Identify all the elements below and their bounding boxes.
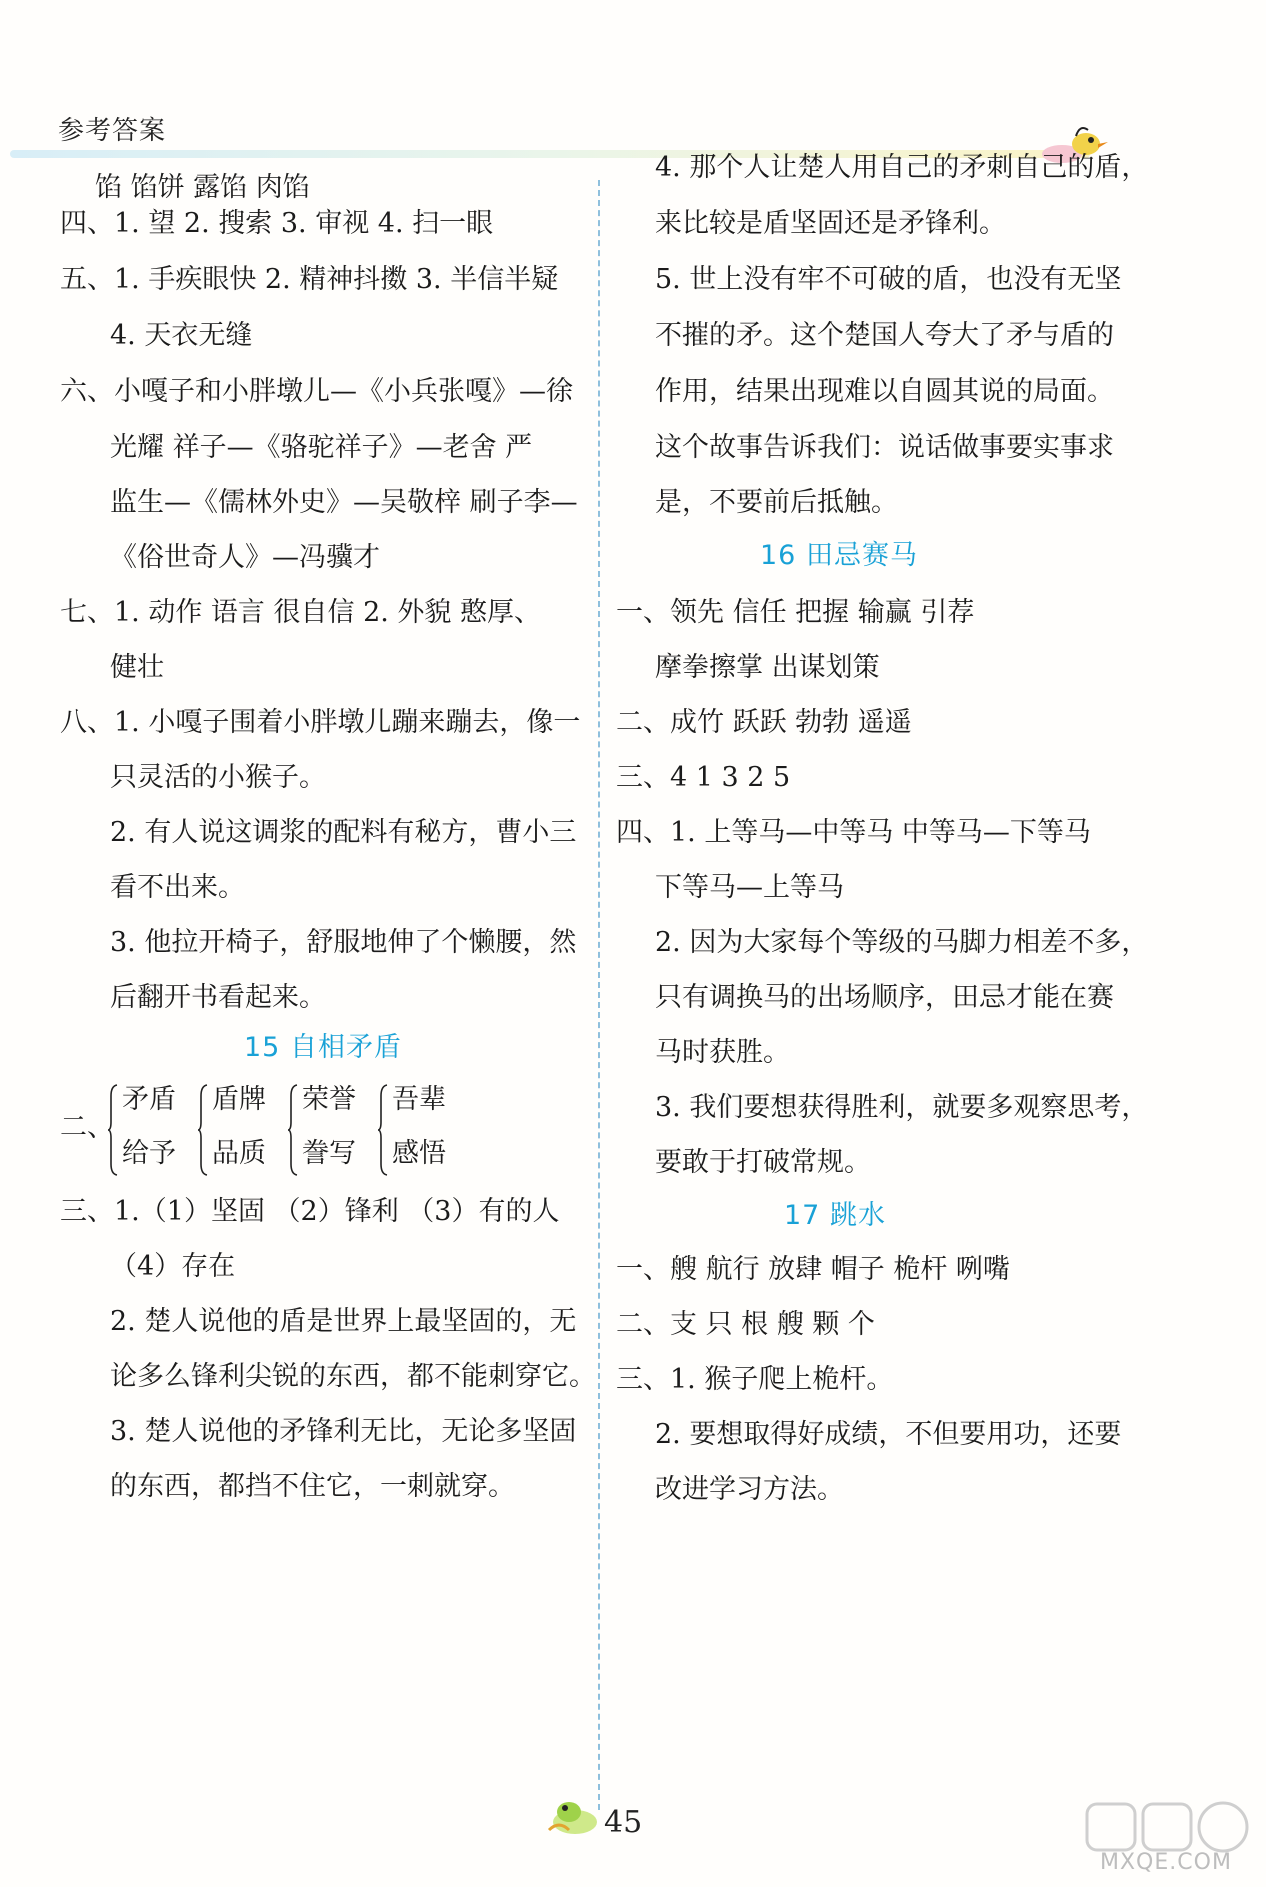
answer-line: 健壮 xyxy=(110,652,164,683)
page-number: 45 xyxy=(604,1805,643,1840)
answer-line: 八、1. 小嘎子围着小胖墩儿蹦来蹦去，像一 xyxy=(60,707,581,738)
answer-line: 3. 楚人说他的矛锋利无比，无论多坚固 xyxy=(110,1416,577,1447)
pair-word: 誊写 xyxy=(302,1138,356,1169)
column-divider xyxy=(598,180,600,1810)
watermark-text: MXQE.COM xyxy=(1100,1850,1232,1875)
pair-word: 品质 xyxy=(212,1138,266,1169)
section-heading-15: 15 自相矛盾 xyxy=(244,1032,402,1063)
answer-line: 三、1. 猴子爬上桅杆。 xyxy=(616,1364,894,1395)
pair-word: 盾牌 xyxy=(212,1084,266,1115)
answer-line: 3. 他拉开椅子，舒服地伸了个懒腰，然 xyxy=(110,927,577,958)
answer-line: （4）存在 xyxy=(110,1251,236,1282)
answer-line: 不摧的矛。这个楚国人夸大了矛与盾的 xyxy=(655,320,1114,351)
page-header-title: 参考答案 xyxy=(58,116,167,146)
answer-line: 作用，结果出现难以自圆其说的局面。 xyxy=(655,376,1114,407)
brace-icon xyxy=(378,1084,388,1176)
answer-line: 后翻开书看起来。 xyxy=(110,982,326,1013)
answer-line: 监生—《儒林外史》—吴敬梓 刷子李— xyxy=(110,487,578,518)
answer-line: 摩拳擦掌 出谋划策 xyxy=(655,652,880,683)
answer-line: 论多么锋利尖锐的东西，都不能刺穿它。 xyxy=(110,1361,596,1392)
answer-line: 改进学习方法。 xyxy=(655,1474,844,1505)
answer-line: 只有调换马的出场顺序，田忌才能在赛 xyxy=(655,982,1114,1013)
word-pair xyxy=(108,1080,208,1180)
decorative-frog-icon xyxy=(545,1790,605,1840)
pair-word: 吾辈 xyxy=(392,1084,446,1115)
answer-line: 2. 因为大家每个等级的马脚力相差不多， xyxy=(655,927,1149,958)
answer-line: 三、1.（1）坚固 （2）锋利 （3）有的人 xyxy=(60,1196,560,1227)
answer-label: 二、 xyxy=(60,1112,114,1143)
word-pair xyxy=(288,1080,388,1180)
answer-line: 《俗世奇人》—冯骥才 xyxy=(110,542,380,573)
answer-line: 馅 馅饼 露馅 肉馅 xyxy=(95,172,310,203)
answer-line: 七、1. 动作 语言 很自信 2. 外貌 憨厚、 xyxy=(60,597,542,628)
answer-line: 四、1. 上等马—中等马 中等马—下等马 xyxy=(616,817,1091,848)
brace-icon xyxy=(288,1084,298,1176)
answer-line: 要敢于打破常规。 xyxy=(655,1147,871,1178)
answer-line: 三、4 1 3 2 5 xyxy=(616,762,791,793)
answer-line: 只灵活的小猴子。 xyxy=(110,762,326,793)
answer-line: 四、1. 望 2. 搜索 3. 审视 4. 扫一眼 xyxy=(60,208,494,239)
answer-line: 一、领先 信任 把握 输赢 引荐 xyxy=(616,597,975,628)
pair-word: 荣誉 xyxy=(302,1084,356,1115)
answer-line: 2. 有人说这调浆的配料有秘方，曹小三 xyxy=(110,817,577,848)
answer-line: 一、艘 航行 放肆 帽子 桅杆 咧嘴 xyxy=(616,1254,1010,1285)
answer-line: 是，不要前后抵触。 xyxy=(655,487,898,518)
word-pair xyxy=(198,1080,298,1180)
answer-line: 二、支 只 根 艘 颗 个 xyxy=(616,1309,875,1340)
answer-line: 的东西，都挡不住它，一刺就穿。 xyxy=(110,1471,515,1502)
answer-line: 2. 楚人说他的盾是世界上最坚固的，无 xyxy=(110,1306,577,1337)
section-heading-17: 17 跳水 xyxy=(784,1200,886,1231)
answer-line: 马时获胜。 xyxy=(655,1037,790,1068)
answer-line: 这个故事告诉我们：说话做事要实事求 xyxy=(655,432,1114,463)
answer-line: 下等马—上等马 xyxy=(655,872,844,903)
word-pair xyxy=(378,1080,478,1180)
answer-line: 看不出来。 xyxy=(110,872,245,903)
pair-word: 给予 xyxy=(122,1138,176,1169)
answer-line: 4. 那个人让楚人用自己的矛刺自己的盾， xyxy=(655,152,1149,183)
answer-line: 二、成竹 跃跃 勃勃 遥遥 xyxy=(616,707,912,738)
answer-line: 光耀 祥子—《骆驼祥子》—老舍 严 xyxy=(110,432,533,463)
brace-icon xyxy=(198,1084,208,1176)
answer-line: 五、1. 手疾眼快 2. 精神抖擞 3. 半信半疑 xyxy=(60,264,559,295)
answer-line: 3. 我们要想获得胜利，就要多观察思考， xyxy=(655,1092,1149,1123)
pair-word: 矛盾 xyxy=(122,1084,176,1115)
answer-line: 2. 要想取得好成绩，不但要用功，还要 xyxy=(655,1419,1122,1450)
answer-line: 5. 世上没有牢不可破的盾，也没有无坚 xyxy=(655,264,1122,295)
pair-word: 感悟 xyxy=(392,1138,446,1169)
answer-line: 4. 天衣无缝 xyxy=(110,320,253,351)
answer-line: 六、小嘎子和小胖墩儿—《小兵张嘎》—徐 xyxy=(60,376,573,407)
section-heading-16: 16 田忌赛马 xyxy=(760,540,918,571)
brace-icon xyxy=(108,1084,118,1176)
answer-line: 来比较是盾坚固还是矛锋利。 xyxy=(655,208,1006,239)
